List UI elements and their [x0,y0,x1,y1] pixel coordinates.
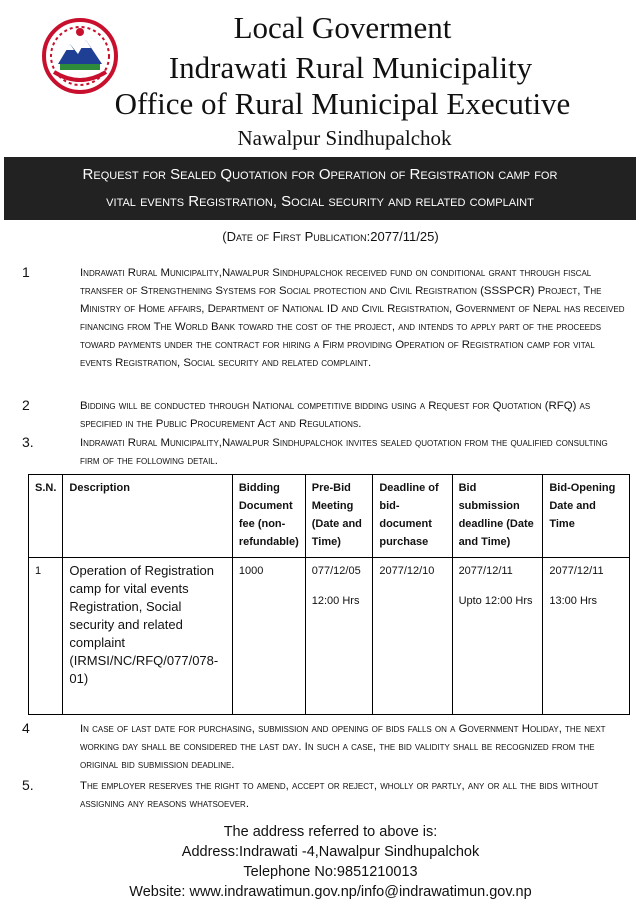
banner-line-2: vital events Registration, Social security and related complaint [106,193,534,210]
header-prebid: Pre-Bid Meeting (Date and Time) [305,475,373,558]
footer-intro: The address referred to above is: [223,824,438,840]
banner-line-1: Request for Sealed Quotation for Operation of Registration camp for [82,166,558,183]
header-deadline-purchase: Deadline of bid-document purchase [373,475,452,558]
header-line-1: Local Goverment [233,10,452,45]
paragraph-number: 1 [22,264,30,280]
paragraph-text: The employer reserves the right to amend, accept or reject, wholly or partly, any or all the bids without assigning any reasons whatsoever. [80,780,599,810]
opening-date: 2077/12/11 [549,565,604,577]
header-submission-deadline: Bid submission deadline (Date and Time) [452,475,543,558]
submission-date: 2077/12/11 [458,565,513,577]
quotation-details-table [28,474,630,715]
cell-prebid [305,558,373,715]
header-sn: S.N. [29,475,63,558]
header-location: Nawalpur Sindhupalchok [237,126,452,150]
cell-fee: 1000 [232,558,305,715]
header-municipality-name: Indrawati Rural Municipality [168,50,533,85]
paragraph-number: 3. [22,434,34,450]
cell-description: Operation of Registration camp for vital events Registration, Social security and related complaint (IRMSI/NC/RFQ/077/078-01) [63,558,232,715]
paragraph-text: Indrawati Rural Municipality,Nawalpur Sindhupalchok received fund on conditional grant through fiscal transfer of Strengthening Systems for Social protection and Civil Registration (SSSPCR) Project, The Ministry of Home affairs, Department of National ID and Civil Registration, Government of Nepal has received financing from The World Bank toward the cost of the project, and intends to apply part of the proceeds toward payments under the contract for hiring a Firm providing Operation of Registration camp for vital events Registration, Social security and related complaint. [80,267,625,369]
table-header-row [29,475,630,558]
prebid-time: 12:00 Hrs [311,595,360,607]
footer-address: Address:Indrawati -4,Nawalpur Sindhupalchok [181,844,480,860]
footer-telephone: Telephone No:9851210013 [243,864,418,880]
cell-opening [543,558,630,715]
header-opening: Bid-Opening Date and Time [543,475,630,558]
cell-submission [452,558,543,715]
header-description: Description [63,475,232,558]
title-banner [4,157,636,220]
cell-deadline-purchase: 2077/12/10 [373,558,452,715]
cell-sn: 1 [29,558,63,715]
paragraph-text: In case of last date for purchasing, submission and opening of bids falls on a Government Holiday, the next working day shall be considered the last day. In such a case, the bid validity shall be recognized from the original bid submission deadline. [80,723,606,771]
prebid-date: 077/12/05 [311,565,361,577]
paragraph-number: 4 [22,720,30,736]
paragraph-number: 2 [22,397,30,413]
header-fee: Bidding Document fee (non-refundable) [232,475,305,558]
paragraph-number: 5. [22,777,34,793]
table-row [29,558,630,715]
submission-time: Upto 12:00 Hrs [458,595,533,607]
header-office-name: Office of Rural Municipal Executive [114,86,571,121]
opening-time: 13:00 Hrs [549,595,598,607]
address-footer [0,822,641,902]
footer-website: Website: www.indrawatimun.gov.np/info@indrawatimun.gov.np [129,884,532,900]
publication-date: (Date of First Publication:2077/11/25) [222,229,439,244]
paragraph-text: Indrawati Rural Municipality,Nawalpur Sindhupalchok invites sealed quotation from the qualified consulting firm of the following detail. [80,437,608,467]
paragraph-text: Bidding will be conducted through National competitive bidding using a Request for Quotation (RFQ) as specified in the Public Procurement Act and Regulations. [80,400,591,430]
